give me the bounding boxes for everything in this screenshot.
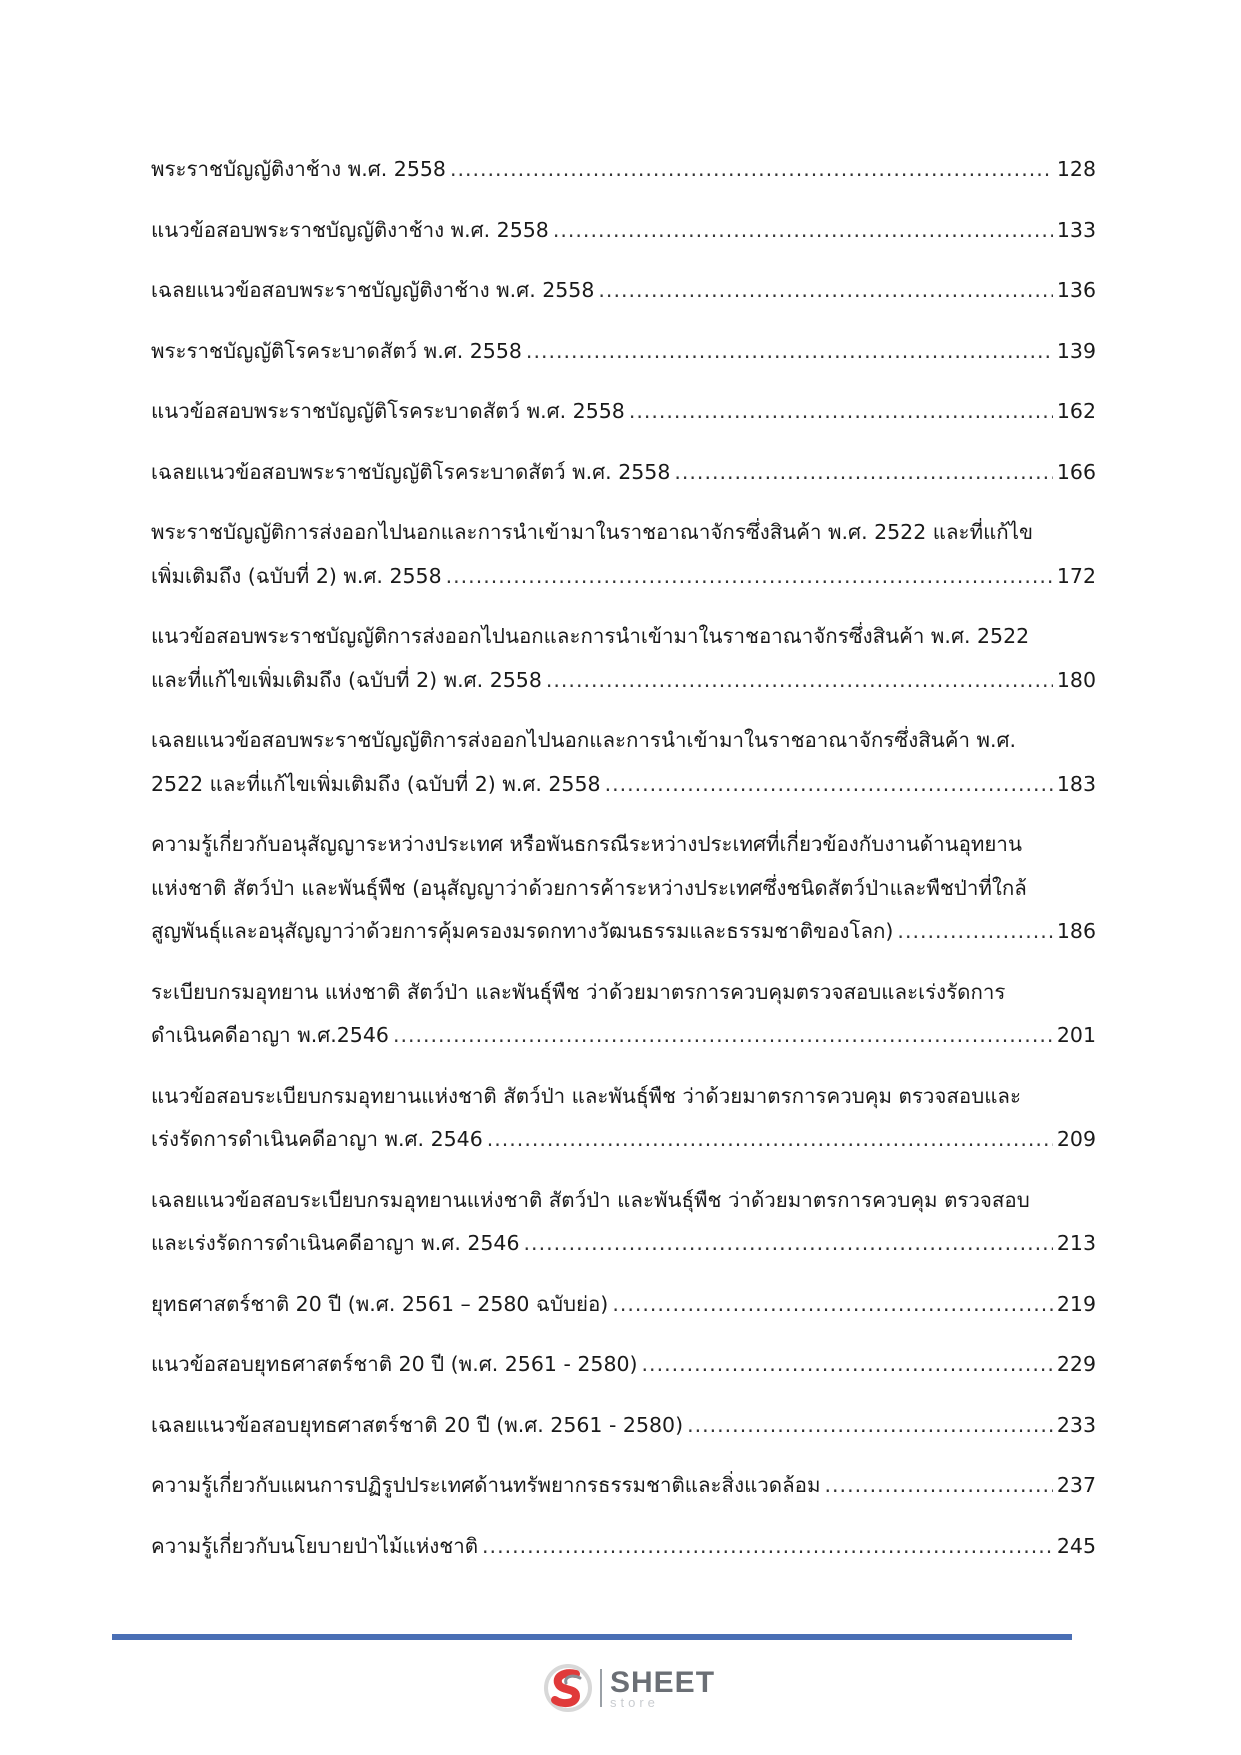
toc-page-number: 139 [1056, 338, 1096, 363]
toc-entry-title-line: เฉลยแนวข้อสอบพระราชบัญญัติงาช้าง พ.ศ. 2558 [151, 278, 595, 302]
toc-entry-title-line: เฉลยแนวข้อสอบยุทธศาสตร์ชาติ 20 ปี (พ.ศ. 2561 - 2580) [151, 1412, 684, 1437]
toc-entry[interactable] [151, 330, 1096, 374]
dot-leader [393, 1014, 1053, 1058]
toc-entry-last-line [151, 1464, 1096, 1508]
sheetstore-s-logo-icon [542, 1662, 594, 1714]
sheetstore-logo [542, 1660, 715, 1716]
toc-entry-title-line: และเร่งรัดการดำเนินคดีอาญา พ.ศ. 2546 [151, 1231, 520, 1255]
dot-leader [524, 1222, 1053, 1266]
toc-entry[interactable] [151, 451, 1096, 495]
toc-entry-title-line: ความรู้เกี่ยวกับอนุสัญญาระหว่างประเทศ หรือพันธกรณีระหว่างประเทศที่เกี่ยวข้องกับงานด้านอุทยาน [151, 832, 1022, 856]
toc-page-number: 183 [1056, 771, 1096, 796]
toc-entry-last-line [151, 1118, 1096, 1162]
toc-entry-title-line: แนวข้อสอบพระราชบัญญัติโรคระบาดสัตว์ พ.ศ. 2558 [151, 399, 625, 423]
toc-entry[interactable] [151, 1283, 1096, 1327]
toc-entry-title-line: แห่งชาติ สัตว์ป่า และพันธุ์พืช (อนุสัญญาว่าด้วยการค้าระหว่างประเทศซึ่งชนิดสัตว์ป่าและพืชป่าที่ใกล้ [151, 875, 1027, 900]
table-of-contents [151, 148, 1096, 1585]
toc-page-number: 136 [1056, 278, 1096, 302]
toc-entry-title-line: ดำเนินคดีอาญา พ.ศ.2546 [151, 1023, 389, 1047]
toc-page-number: 213 [1056, 1231, 1096, 1255]
toc-page-number: 166 [1056, 459, 1096, 484]
dot-leader [674, 451, 1052, 495]
toc-page-number: 201 [1056, 1023, 1096, 1047]
toc-entry-last-line [151, 269, 1096, 313]
toc-entry-title-line: และที่แก้ไขเพิ่มเติมถึง (ฉบับที่ 2) พ.ศ. 2558 [151, 667, 542, 692]
logo-word-store: store [610, 1694, 659, 1710]
toc-entry-last-line [151, 659, 1096, 703]
toc-entry-title-line: แนวข้อสอบยุทธศาสตร์ชาติ 20 ปี (พ.ศ. 2561 - 2580) [151, 1352, 638, 1376]
dot-leader [446, 555, 1053, 599]
toc-page-number: 180 [1056, 667, 1096, 692]
toc-entry-last-line [151, 148, 1096, 192]
toc-page-number: 233 [1056, 1412, 1096, 1437]
toc-entry-title-line: 2522 และที่แก้ไขเพิ่มเติมถึง (ฉบับที่ 2) พ.ศ. 2558 [151, 771, 601, 796]
toc-page-number: 172 [1056, 563, 1096, 588]
toc-entry-title-line: เร่งรัดการดำเนินคดีอาญา พ.ศ. 2546 [151, 1127, 483, 1151]
toc-page-number: 162 [1056, 399, 1096, 423]
toc-page-number: 237 [1056, 1473, 1096, 1497]
toc-entry-last-line [151, 910, 1096, 954]
toc-entry[interactable] [151, 1075, 1096, 1162]
toc-entry-title-line: เฉลยแนวข้อสอบพระราชบัญญัติการส่งออกไปนอกและการนำเข้ามาในราชอาณาจักรซึ่งสินค้า พ.ศ. [151, 728, 1017, 752]
toc-entry-title-line: พระราชบัญญัติการส่งออกไปนอกและการนำเข้ามาในราชอาณาจักรซึ่งสินค้า พ.ศ. 2522 และที่แก้ไข [151, 520, 1034, 544]
toc-entry-title-line: แนวข้อสอบระเบียบกรมอุทยานแห่งชาติ สัตว์ป่า และพันธุ์พืช ว่าด้วยมาตรการควบคุม ตรวจสอบและ [151, 1083, 1021, 1108]
toc-page-number: 229 [1056, 1352, 1096, 1376]
logo-word-sheet: SHEET [610, 1665, 716, 1699]
toc-entry-title-line: พระราชบัญญัติโรคระบาดสัตว์ พ.ศ. 2558 [151, 338, 522, 363]
dot-leader [629, 390, 1053, 434]
toc-page-number: 245 [1056, 1533, 1096, 1558]
dot-leader [825, 1464, 1053, 1508]
toc-entry[interactable] [151, 209, 1096, 253]
toc-entry-last-line [151, 1283, 1096, 1327]
toc-entry-title-line: ยุทธศาสตร์ชาติ 20 ปี (พ.ศ. 2561 – 2580 ฉบับย่อ) [151, 1291, 609, 1316]
toc-page-number: 219 [1056, 1291, 1096, 1316]
toc-page-number: 128 [1056, 157, 1096, 181]
toc-entry-title-line: เฉลยแนวข้อสอบระเบียบกรมอุทยานแห่งชาติ สัตว์ป่า และพันธุ์พืช ว่าด้วยมาตรการควบคุม ตรวจสอบ [151, 1187, 1030, 1212]
toc-entry-title-line: เฉลยแนวข้อสอบพระราชบัญญัติโรคระบาดสัตว์ พ.ศ. 2558 [151, 459, 671, 484]
toc-entry-last-line [151, 390, 1096, 434]
toc-entry-title-line: ความรู้เกี่ยวกับแผนการปฏิรูปประเทศด้านทรัพยากรธรรมชาติและสิ่งแวดล้อม [151, 1473, 821, 1497]
toc-entry-title-line: แนวข้อสอบพระราชบัญญัติงาช้าง พ.ศ. 2558 [151, 217, 549, 242]
toc-entry-title-line: เพิ่มเติมถึง (ฉบับที่ 2) พ.ศ. 2558 [151, 563, 442, 588]
toc-entry-title-line: สูญพันธุ์และอนุสัญญาว่าด้วยการคุ้มครองมรดกทางวัฒนธรรมและธรรมชาติของโลก) [151, 919, 894, 943]
toc-entry-last-line [151, 555, 1096, 599]
toc-entry[interactable] [151, 1343, 1096, 1387]
toc-page-number: 209 [1056, 1127, 1096, 1151]
dot-leader [897, 910, 1052, 954]
toc-entry[interactable] [151, 1404, 1096, 1448]
toc-entry-last-line [151, 1222, 1096, 1266]
toc-entry[interactable] [151, 1464, 1096, 1508]
toc-entry[interactable] [151, 390, 1096, 434]
dot-leader [605, 763, 1053, 807]
dot-leader [642, 1343, 1053, 1387]
toc-entry-title-line: แนวข้อสอบพระราชบัญญัติการส่งออกไปนอกและการนำเข้ามาในราชอาณาจักรซึ่งสินค้า พ.ศ. 2522 [151, 624, 1030, 648]
dot-leader [450, 148, 1053, 192]
toc-entry[interactable] [151, 1179, 1096, 1266]
toc-entry-last-line [151, 1525, 1096, 1569]
dot-leader [687, 1404, 1053, 1448]
toc-entry[interactable] [151, 269, 1096, 313]
toc-entry-last-line [151, 763, 1096, 807]
toc-entry-last-line [151, 451, 1096, 495]
dot-leader [487, 1118, 1053, 1162]
logo-separator [600, 1669, 602, 1707]
toc-entry-last-line [151, 1014, 1096, 1058]
dot-leader [553, 209, 1053, 253]
toc-entry[interactable] [151, 1525, 1096, 1569]
toc-entry-last-line [151, 1404, 1096, 1448]
dot-leader [526, 330, 1053, 374]
toc-entry[interactable] [151, 615, 1096, 702]
dot-leader [546, 659, 1053, 703]
toc-entry-title-line: ระเบียบกรมอุทยาน แห่งชาติ สัตว์ป่า และพันธุ์พืช ว่าด้วยมาตรการควบคุมตรวจสอบและเร่งรัดการ [151, 979, 1006, 1004]
toc-entry[interactable] [151, 719, 1096, 806]
toc-entry[interactable] [151, 971, 1096, 1058]
toc-entry-last-line [151, 209, 1096, 253]
toc-entry-last-line [151, 330, 1096, 374]
toc-entry[interactable] [151, 823, 1096, 954]
toc-entry-title-line: พระราชบัญญัติงาช้าง พ.ศ. 2558 [151, 157, 446, 181]
footer-rule [112, 1634, 1072, 1640]
toc-page-number: 186 [1056, 919, 1096, 943]
toc-entry-title-line: ความรู้เกี่ยวกับนโยบายป่าไม้แห่งชาติ [151, 1533, 479, 1558]
toc-entry[interactable] [151, 511, 1096, 598]
toc-entry-last-line [151, 1343, 1096, 1387]
dot-leader [612, 1283, 1053, 1327]
toc-entry[interactable] [151, 148, 1096, 192]
toc-page-number: 133 [1056, 217, 1096, 242]
dot-leader [598, 269, 1052, 313]
dot-leader [482, 1525, 1053, 1569]
